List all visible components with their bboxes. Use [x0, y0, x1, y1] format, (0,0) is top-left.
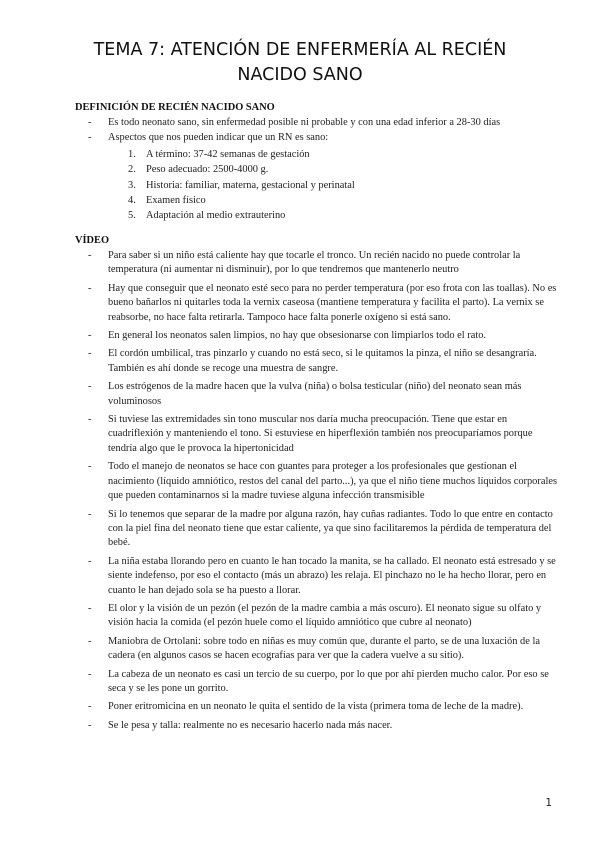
list-item: - Para saber si un niño está caliente hay que tocarle el tronco. Un recién nacido no puede controlar la temperatura (ni aumentar ni disminuir), por lo que tendremos que mantenerlo neutro [88, 249, 558, 278]
list-item: - La cabeza de un neonato es casi un tercio de su cuerpo, por lo que por ahí pierden mucho calor. Por eso se seca y se les pone un gorrito. [88, 668, 558, 697]
list-item: - Poner eritromicina en un neonato le quita el sentido de la vista (primera toma de leche de la madre). [88, 700, 558, 714]
video-heading: VÍDEO [75, 235, 110, 246]
list-item: - Hay que conseguir que el neonato esté seco para no perder temperatura (por eso frota con las toallas). No es bueno bañarlos ni quitarles toda la vernix caseosa (mantiene temperatura y facilita el parto). La vernix se reabsorbe, no hace falta retirarla. Tampoco hace falta ponerle oxígeno si está sano. [88, 282, 558, 325]
list-item: - El cordón umbilical, tras pinzarlo y cuando no está seco, si le quitamos la pinza, el niño se desangraría. También es ahí donde se recoge una muestra de sangre. [88, 347, 558, 376]
list-item: - La niña estaba llorando pero en cuanto le han tocado la manita, se ha callado. El neonato está estresado y se siente indefenso, por eso el contacto (más un abrazo) les relaja. El pinchazo no le ha hecho llorar, pero en cuanto le han dejado sola se ha puesto a llorar. [88, 555, 558, 598]
list-item: - El olor y la visión de un pezón (el pezón de la madre cambia a más oscuro). El neonato sigue su olfato y visión hacia la comida (el pezón huele como el líquido amniótico que cubre al neonato) [88, 602, 558, 631]
sano-criteria-list [108, 147, 558, 224]
list-item: - Si lo tenemos que separar de la madre por alguna razón, hay cuñas radiantes. Todo lo que entre en contacto con la piel fina del neonato tiene que estar caliente, ya que sino facilitaremos la pérdida de temperatura del bebé. [88, 508, 558, 551]
video-notes-list [88, 249, 558, 737]
page-title: TEMA 7: ATENCIÓN DE ENFERMERÍA AL RECIÉN NACIDO SANO [93, 40, 507, 85]
definition-heading: DEFINICIÓN DE RECIÉN NACIDO SANO [75, 102, 275, 113]
list-item: - Maniobra de Ortolani: sobre todo en niñas es muy común que, durante el parto, se de una luxación de la cadera (en algunos casos se hacen ecografías para ver que la cadera vuelve a su sitio). [88, 635, 558, 664]
list-item: - Es todo neonato sano, sin enfermedad posible ni probable y con una edad inferior a 28-30 días [88, 116, 558, 130]
list-item: - Se le pesa y talla: realmente no es necesario hacerlo nada más nacer. [88, 719, 558, 733]
list-item: - Si tuviese las extremidades sin tono muscular nos daría mucha preocupación. Tiene que estar en cuadriflexión y manteniendo el tono. Si estuviese en hiperflexión también nos preocuparíamos porque tendría algo que le provoca la hipertonicidad [88, 413, 558, 456]
numbered-item: 1. A término: 37-42 semanas de gestación [128, 148, 310, 160]
page-number: 1 [545, 797, 552, 809]
definition-list [88, 116, 558, 225]
list-item: - Los estrógenos de la madre hacen que la vulva (niña) o bolsa testicular (niño) del neonato sean más voluminosos [88, 380, 558, 409]
numbered-item: 4. Examen físico [128, 195, 206, 207]
list-item: - Aspectos que nos pueden indicar que un RN es sano: 1. A término: 37-42 semanas de gestación 2. Peso adecuado: 2500-4000 g. 3. Historia: familiar, materna, gestacional y perinatal 4. Examen físico 5. Adaptación al medio extrauterino [88, 131, 558, 223]
numbered-item: 2. Peso adecuado: 2500-4000 g. [128, 164, 269, 176]
numbered-item: 5. Adaptación al medio extrauterino [128, 210, 286, 222]
list-item: - En general los neonatos salen limpios, no hay que obsesionarse con limpiarlos todo el rato. [88, 329, 558, 343]
list-item: - Todo el manejo de neonatos se hace con guantes para proteger a los profesionales que gestionan el nacimiento (líquido amniótico, restos del canal del parto...), ya que el niño tiene muchos líquidos corporales que pueden contaminarnos si la madre tuviese alguna infección transmisible [88, 460, 558, 503]
numbered-item: 3. Historia: familiar, materna, gestacional y perinatal [128, 179, 355, 191]
